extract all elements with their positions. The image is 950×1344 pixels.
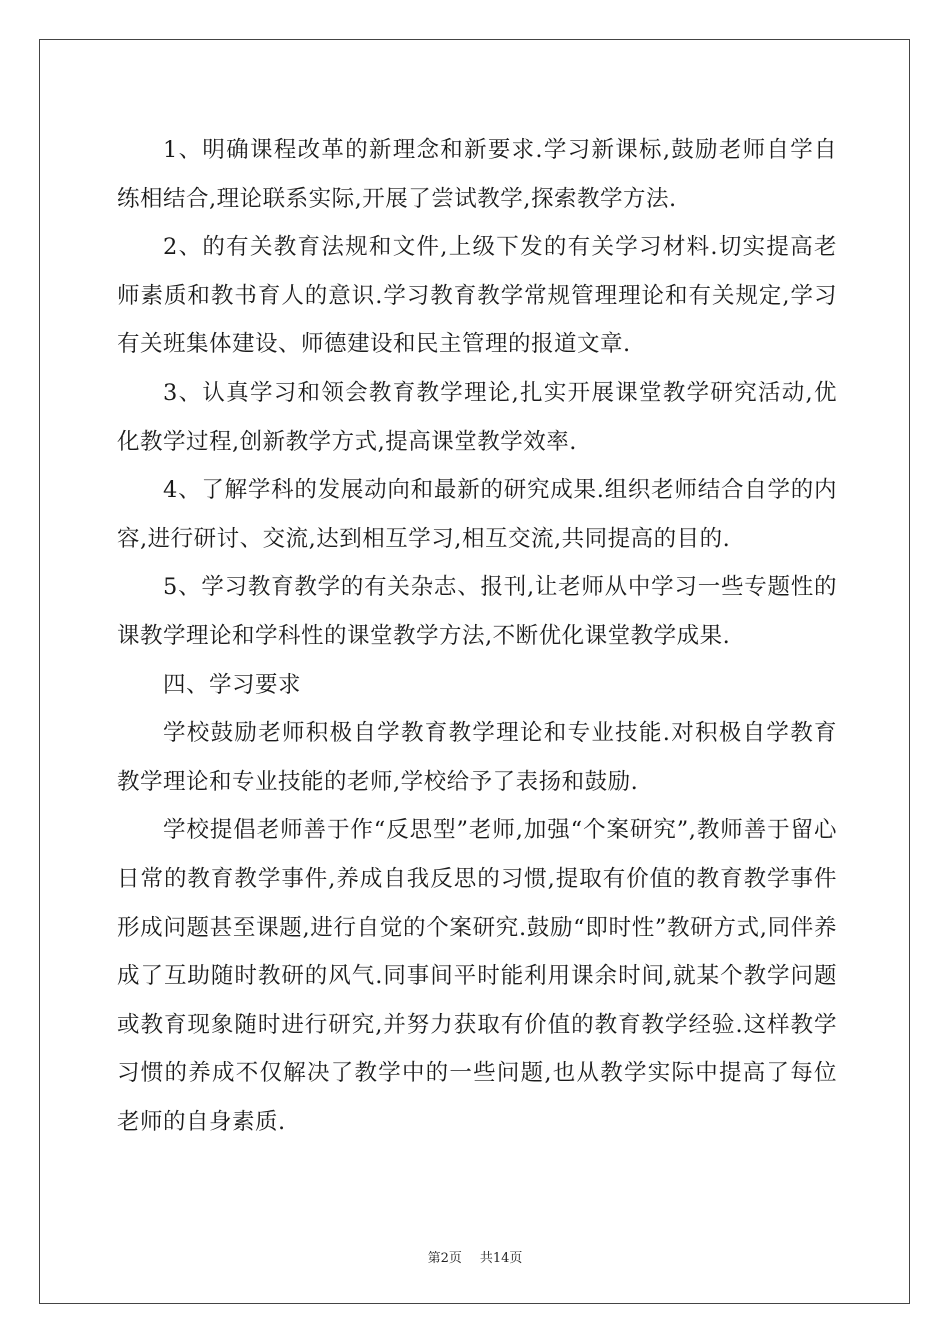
paragraph-item-5: 5、学习教育教学的有关杂志、报刊,让老师从中学习一些专题性的课教学理论和学科性的课堂教学方法,不断优化课堂教学成果. <box>117 574 837 649</box>
paragraph-item-3: 3、认真学习和领会教育教学理论,扎实开展课堂教学研究活动,优化教学过程,创新教学方式,提高课堂教学效率. <box>117 379 837 455</box>
paragraph-requirement-2: 学校提倡老师善于作“反思型”老师,加强“个案研究”,教师善于留心日常的教育教学事件,养成自我反思的习惯,提取有价值的教育教学事件形成问题甚至课题,进行自觉的个案研究.鼓励“即时性”教研方式,同伴养成了互助随时教研的风气.同事间平时能利用课余时间,就某个教学问题或教育现象随时进行研究,并努力获取有价值的教育教学经验.这样教学习惯的养成不仅解决了教学中的一些问题,也从教学实际中提高了每位老师的自身素质. <box>117 817 837 1135</box>
page-number: 第2页 <box>427 1251 462 1266</box>
document-body <box>117 126 837 1146</box>
paragraph-requirement-1: 学校鼓励老师积极自学教育教学理论和专业技能.对积极自学教育教学理论和专业技能的老师,学校给予了表扬和鼓励. <box>117 720 837 795</box>
page-footer <box>0 1247 950 1266</box>
paragraph-item-4: 4、了解学科的发展动向和最新的研究成果.组织老师结合自学的内容,进行研讨、交流,达到相互学习,相互交流,共同提高的目的. <box>117 477 837 552</box>
paragraph-item-2: 2、的有关教育法规和文件,上级下发的有关学习材料.切实提高老师素质和教书育人的意识.学习教育教学常规管理理论和有关规定,学习有关班集体建设、师德建设和民主管理的报道文章. <box>117 234 837 358</box>
section-heading: 四、学习要求 <box>163 671 302 698</box>
page-total: 共14页 <box>479 1251 523 1266</box>
paragraph-item-1: 1、明确课程改革的新理念和新要求.学习新课标,鼓励老师自学自练相结合,理论联系实际,开展了尝试教学,探索教学方法. <box>117 137 837 212</box>
